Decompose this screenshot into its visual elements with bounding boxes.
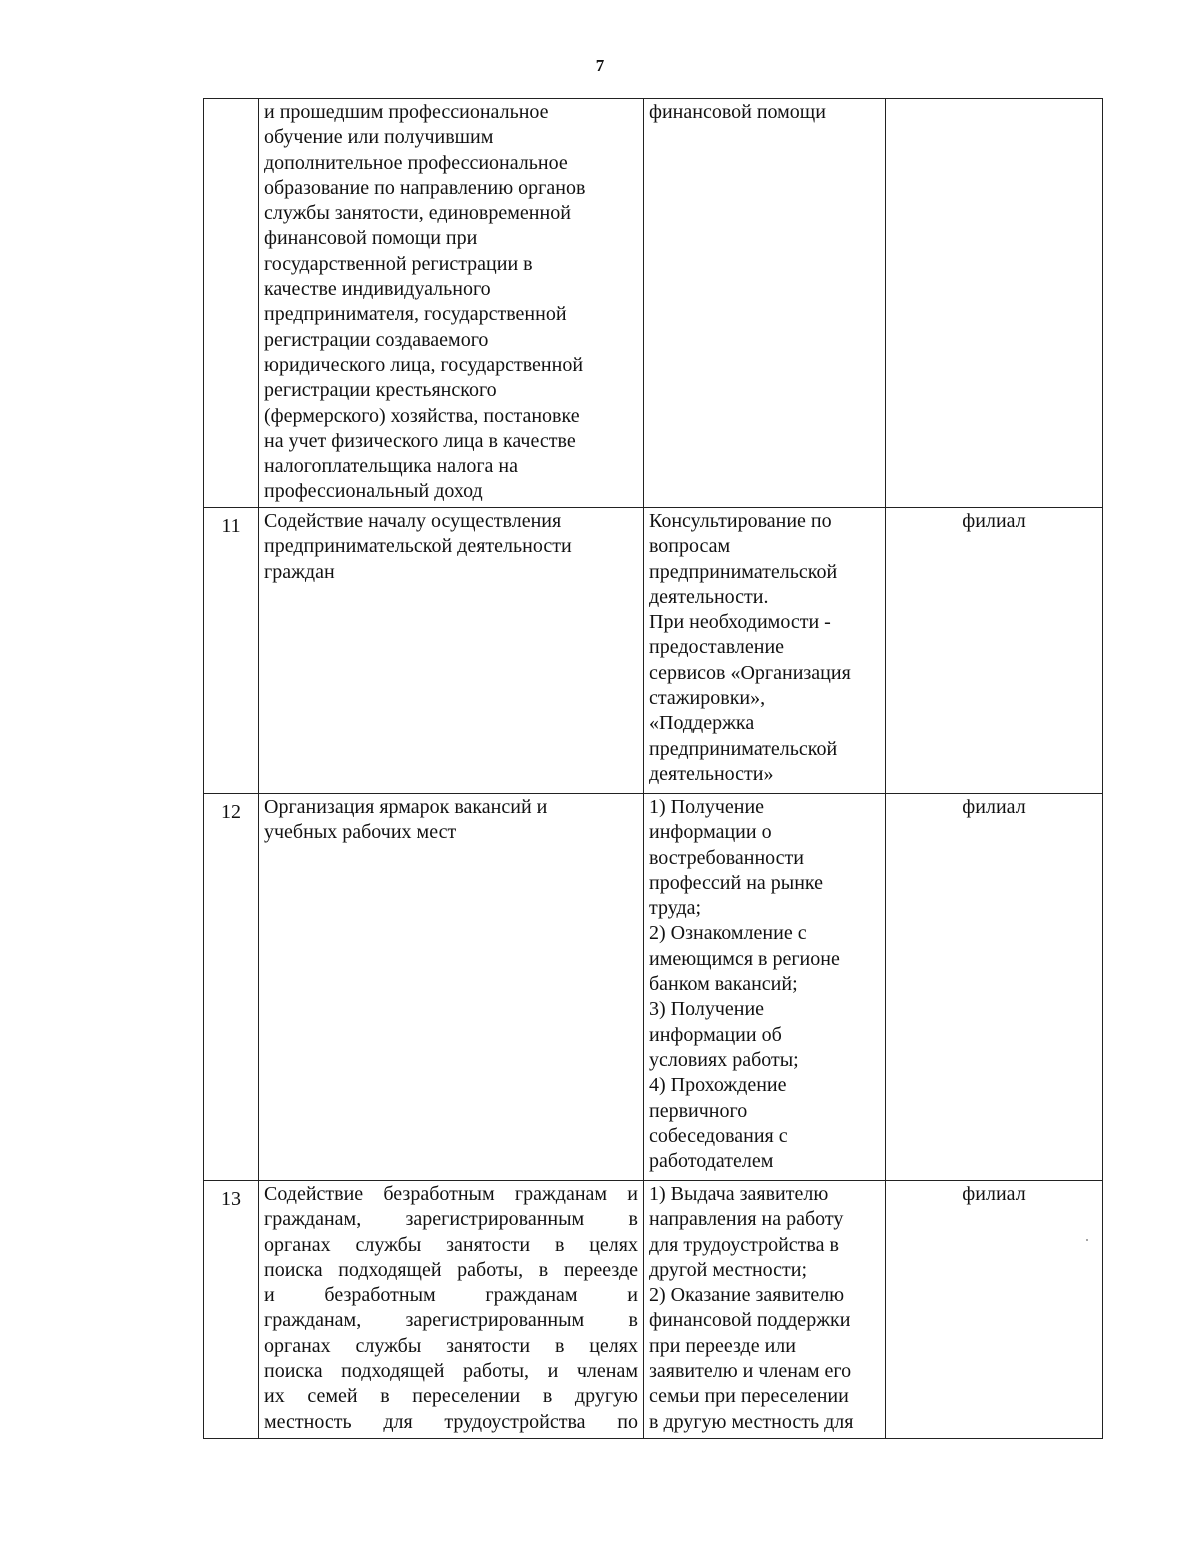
row-number-cell: 12: [204, 794, 259, 1181]
service-description-cell: 1) Выдача заявителю направления на работу для трудоустройства в другой местности; 2) Оказание заявителю финансовой поддержки при переезде или заявителю и членам его семьи при переселении в другую местность для: [644, 1181, 886, 1439]
service-location-cell: филиал: [886, 1181, 1103, 1439]
name-line: их семей в переселении в другую: [264, 1385, 638, 1408]
name-line: органах службы занятости в целях: [264, 1233, 638, 1256]
service-location-cell: филиал: [886, 508, 1103, 794]
name-line: гражданам, зарегистрированным в: [264, 1208, 638, 1231]
row-number-cell: [204, 99, 259, 508]
table-row-11: [204, 508, 1103, 794]
name-line: гражданам, зарегистрированным в: [264, 1309, 638, 1332]
service-location-cell: филиал: [886, 794, 1103, 1181]
name-line: и безработным гражданам и: [264, 1284, 638, 1307]
name-line: поиска подходящей работы, в переезде: [264, 1258, 638, 1281]
services-table: [203, 98, 1103, 1439]
service-description-cell: Консультирование по вопросам предпринимательской деятельности. При необходимости - предоставление сервисов «Организация стажировки», «Поддержка предпринимательской деятельности»: [644, 508, 886, 794]
page-number: 7: [595, 56, 605, 75]
row-number-cell: 13: [204, 1181, 259, 1439]
service-description-cell: 1) Получение информации о востребованности профессий на рынке труда; 2) Ознакомление с имеющимся в регионе банком вакансий; 3) Получение информации об условиях работы; 4) Прохождение первичного собеседования с работодателем: [644, 794, 886, 1181]
table-row-12: [204, 794, 1103, 1181]
table-row-continued: [204, 99, 1103, 508]
name-line: органах службы занятости в целях: [264, 1334, 638, 1357]
row-number-cell: 11: [204, 508, 259, 794]
scan-speck: [1086, 1239, 1088, 1241]
service-name-cell: [259, 1181, 644, 1439]
service-name-cell: Содействие началу осуществления предпринимательской деятельности граждан: [259, 508, 644, 794]
name-line: поиска подходящей работы, и членам: [264, 1360, 638, 1383]
table-row-13: [204, 1181, 1103, 1439]
service-location-cell: [886, 99, 1103, 508]
service-name-cell: Организация ярмарок вакансий и учебных рабочих мест: [259, 794, 644, 1181]
service-name-cell: и прошедшим профессиональное обучение или получившим дополнительное профессиональное образование по направлению органов службы занятости, единовременной финансовой помощи при государственной регистрации в качестве индивидуального предпринимателя, государственной регистрации создаваемого юридического лица, государственной регистрации крестьянского (фермерского) хозяйства, постановке на учет физического лица в качестве налогоплательщика налога на профессиональный доход: [259, 99, 644, 508]
name-line: Содействие безработным гражданам и: [264, 1183, 638, 1205]
name-line: местность для трудоустройства по: [264, 1410, 638, 1433]
service-description-cell: финансовой помощи: [644, 99, 886, 508]
